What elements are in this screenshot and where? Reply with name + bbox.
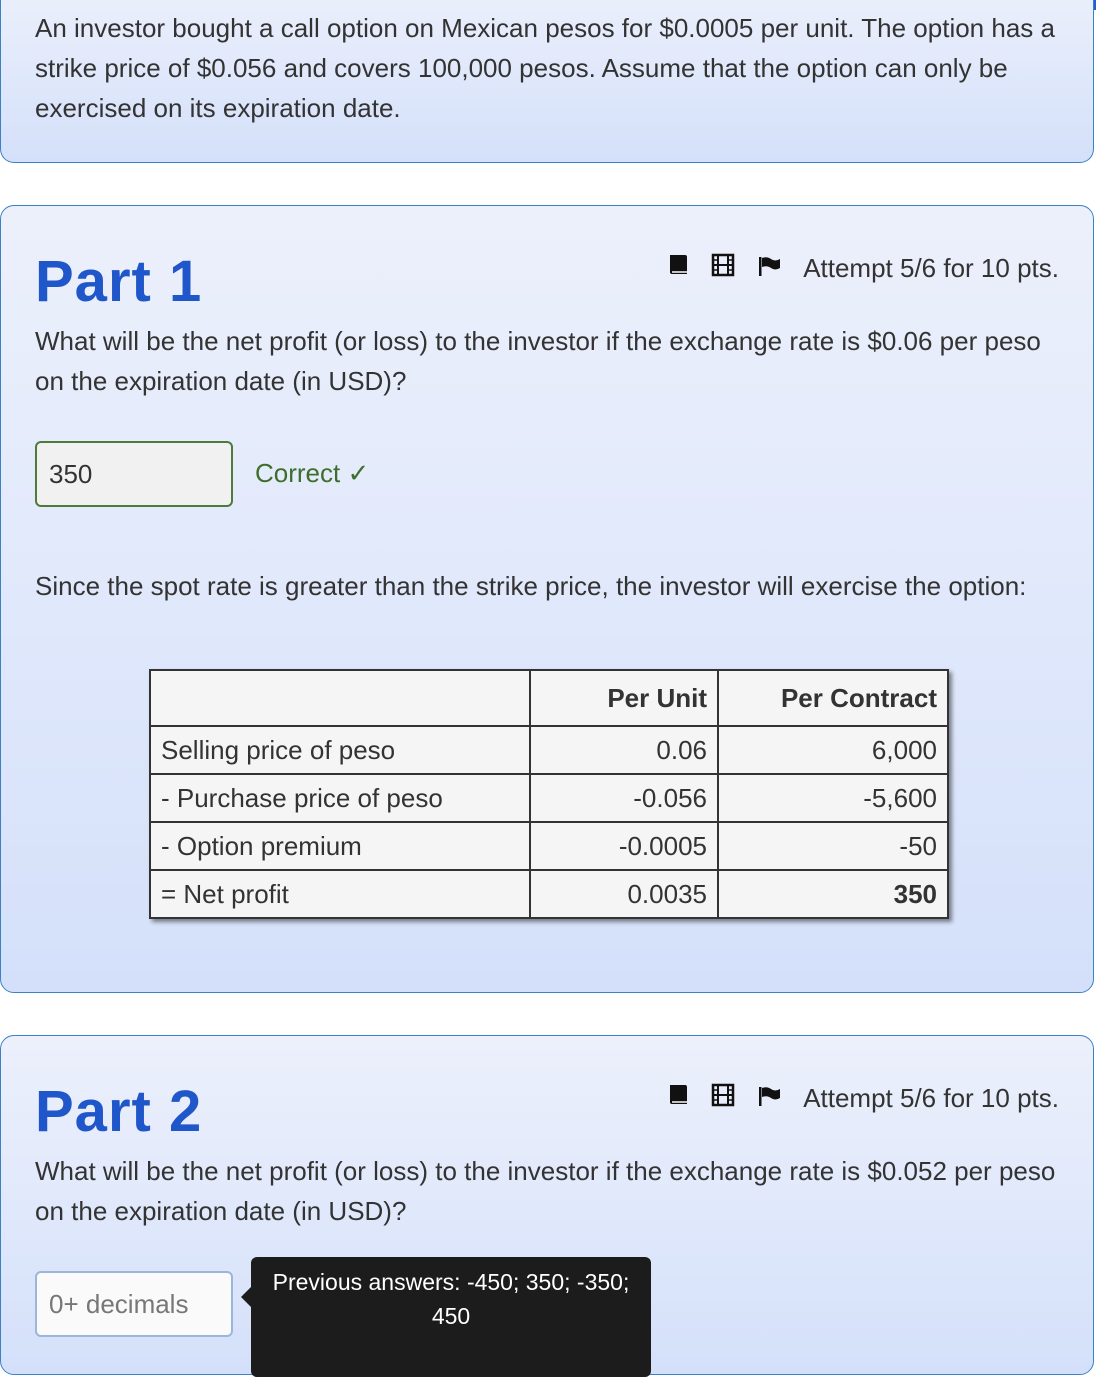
part1-tools [667, 250, 1059, 286]
table-header: Per Contract [718, 670, 948, 726]
per-contract-cell: 6,000 [718, 726, 948, 774]
solution-table [149, 669, 949, 919]
part1-feedback: Correct ✓ [255, 458, 370, 488]
row-label: - Option premium [150, 822, 530, 870]
part1-explanation: Since the spot rate is greater than the strike price, the investor will exercise the option: [35, 571, 1027, 601]
table-header-row [150, 670, 948, 726]
book-icon[interactable] [667, 253, 689, 284]
row-label: - Purchase price of peso [150, 774, 530, 822]
per-contract-cell: -5,600 [718, 774, 948, 822]
part1-title: Part 1 [35, 249, 203, 314]
part2-card [0, 1035, 1094, 1375]
net-profit-total: 350 [718, 870, 948, 918]
part1-card [0, 205, 1094, 993]
per-unit-cell: -0.0005 [530, 822, 718, 870]
flag-icon[interactable] [757, 253, 781, 284]
part2-attempt-info: Attempt 5/6 for 10 pts. [803, 1082, 1059, 1113]
part2-tools [667, 1080, 1059, 1116]
table-header [150, 670, 530, 726]
table-row [150, 726, 948, 774]
table-header: Per Unit [530, 670, 718, 726]
table-row [150, 822, 948, 870]
row-label: Selling price of peso [150, 726, 530, 774]
problem-statement: An investor bought a call option on Mexican pesos for $0.0005 per unit. The option has a strike price of $0.056 and covers 100,000 pesos. Assume that the option can only be exercised on its expiration date. [35, 13, 1055, 123]
part1-answer-input[interactable]: 350 [35, 441, 233, 507]
table-row [150, 870, 948, 918]
per-unit-cell: 0.0035 [530, 870, 718, 918]
part1-attempt-info: Attempt 5/6 for 10 pts. [803, 252, 1059, 283]
per-unit-cell: 0.06 [530, 726, 718, 774]
part2-question: What will be the net profit (or loss) to the investor if the exchange rate is $0.052 per peso on the expiration date (in USD)? [35, 1156, 1056, 1226]
part2-title: Part 2 [35, 1079, 203, 1144]
row-label: = Net profit [150, 870, 530, 918]
per-unit-cell: -0.056 [530, 774, 718, 822]
book-icon[interactable] [667, 1083, 689, 1114]
problem-intro-card [0, 0, 1094, 163]
part2-answer-input[interactable]: 0+ decimals [35, 1271, 233, 1337]
flag-icon[interactable] [757, 1083, 781, 1114]
film-icon[interactable] [711, 253, 735, 284]
film-icon[interactable] [711, 1083, 735, 1114]
previous-answers-tooltip: Previous answers: -450; 350; -350; 450 [251, 1257, 651, 1377]
part1-question: What will be the net profit (or loss) to the investor if the exchange rate is $0.06 per peso on the expiration date (in USD)? [35, 326, 1041, 396]
per-contract-cell: -50 [718, 822, 948, 870]
table-row [150, 774, 948, 822]
